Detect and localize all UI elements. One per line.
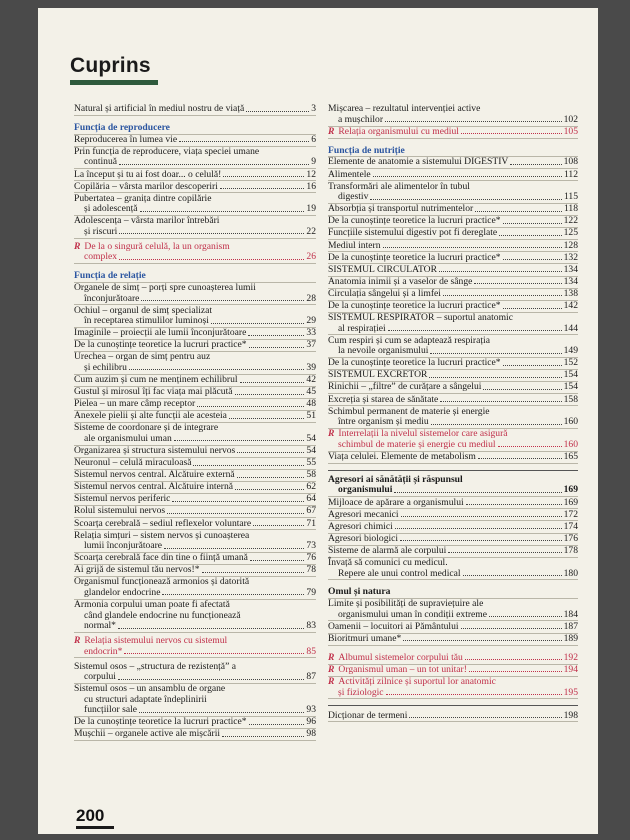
toc-entry[interactable]: Mișcarea – rezultatul intervenției active a mușchilor 102 [328,103,578,125]
toc-entry[interactable]: Cum auzim și cum ne menținem echilibrul 42 [74,374,316,386]
toc-entry[interactable]: Agresori biologici 176 [328,532,578,544]
toc-entry[interactable]: Scoarța cerebrală face din tine o ființă umană 76 [74,552,316,564]
toc-entry-review[interactable]: R Activități zilnice și suportul lor anatomic și fiziologic 195 [328,676,578,698]
toc-entry[interactable]: Dicționar de termeni 198 [328,709,578,721]
toc-entry[interactable]: Oamenii – locuitori ai Pământului 187 [328,620,578,632]
toc-entry[interactable]: Sisteme de coordonare și de integrare ale organismului uman 54 [74,422,316,444]
toc-entry[interactable]: Anatomia inimii și a vaselor de sânge 134 [328,275,578,287]
toc-entry[interactable]: Pubertatea – granița dintre copilărie și adolescență 19 [74,192,316,215]
toc-entry[interactable]: Organele de simț – porți spre cunoașterea lumii înconjurătoare 28 [74,282,316,304]
toc-left-column [74,104,316,741]
toc-entry[interactable]: Adolescența – vârsta marilor întrebări și riscuri 22 [74,215,316,237]
toc-entry[interactable]: La început și tu ai fost doar... o celulă! 12 [74,168,316,180]
toc-entry[interactable]: Gustul și mirosul îți fac viața mai plăcută 45 [74,386,316,398]
toc-entry[interactable]: Ochiul – organul de simț specializat în receptarea stimulilor luminoși 29 [74,304,316,327]
toc-entry[interactable]: Rolul sistemului nervos 67 [74,505,316,517]
toc-entry[interactable]: Sistemul osos – „structura de rezistență” a corpului 87 [74,660,316,683]
toc-entry[interactable]: Bioritmuri umane* 189 [328,632,578,644]
toc-entry[interactable]: Funcțiile sistemului digestiv pot fi dereglate 125 [328,227,578,239]
toc-entry[interactable]: Neuronul – celulă miraculoasă 55 [74,457,316,469]
page-number-underline [76,826,114,829]
section-heading: Funcția de nutriție [328,146,578,158]
toc-entry[interactable]: Organizarea și structura sistemului nervos 54 [74,444,316,456]
toc-entry[interactable]: Circulația sângelui și a limfei 138 [328,287,578,299]
toc-entry[interactable]: Alimentele 112 [328,168,578,180]
section-heading: Omul și natura [328,587,578,599]
toc-entry[interactable]: De la cunoștințe teoretice la lucruri practice* 122 [328,215,578,227]
toc-entry[interactable]: Reproducerea în lumea vie 6 [74,133,316,145]
toc-entry[interactable]: SISTEMUL EXCRETOR 154 [328,369,578,381]
toc-entry[interactable]: De la cunoștințe teoretice la lucruri practice* 132 [328,251,578,263]
toc-entry[interactable]: Rinichii – „filtre” de curățare a sângelui 154 [328,381,578,393]
toc-entry[interactable]: Armonia corpului uman poate fi afectată când glandele endocrine nu funcționează normal* 83 [74,599,316,632]
page-number: 200 [76,806,105,825]
toc-right-column [328,104,578,722]
toc-entry[interactable]: SISTEMUL RESPIRATOR – suportul anatomic al respirației 144 [328,312,578,334]
toc-entry[interactable]: Imaginile – proiecții ale lumii înconjurătoare 33 [74,327,316,339]
toc-entry[interactable]: Transformări ale alimentelor în tubul digestiv 115 [328,180,578,203]
toc-entry[interactable]: Viața celulei. Elemente de metabolism 165 [328,450,578,462]
toc-entry-review[interactable]: R De la o singură celulă, la un organism complex 26 [74,240,316,263]
toc-entry[interactable]: Copilăria – vârsta marilor descoperiri 16 [74,180,316,192]
toc-entry[interactable]: Schimbul permanent de materie și energie între organism și mediu 160 [328,405,578,428]
toc-entry[interactable]: Organismul funcționează armonios și datorită glandelor endocrine 79 [74,576,316,598]
toc-entry[interactable]: Excreția și starea de sănătate 158 [328,393,578,405]
section-heading: Agresori ai sănătății și răspunsul organismului 169 [328,473,578,496]
toc-entry[interactable]: Mușchii – organele active ale mișcării 98 [74,728,316,740]
toc-entry[interactable]: Mijloace de apărare a organismului 169 [328,496,578,508]
toc-entry[interactable]: De la cunoștințe teoretice la lucruri practice* 142 [328,300,578,312]
toc-entry[interactable]: Învață să comunici cu medicul. Repere ale unui control medical 180 [328,557,578,579]
toc-entry[interactable]: Sistemul osos – un ansamblu de organe cu structuri adaptate îndeplinirii funcțiilor sale 93 [74,683,316,716]
section-heading: Funcția de reproducere [74,123,316,135]
toc-entry[interactable]: Pielea – un mare câmp receptor 48 [74,398,316,410]
section-heading: Funcția de relație [74,271,316,283]
section-divider [328,470,578,471]
toc-entry[interactable]: Sistemul nervos central. Alcătuire internă 62 [74,481,316,493]
title-underline [70,80,158,85]
toc-entry[interactable]: Anexele pielii și alte funcții ale acesteia 51 [74,410,316,422]
section-divider [328,705,578,706]
toc-entry[interactable]: Absorbția și transportul nutrimentelor 118 [328,203,578,215]
toc-entry[interactable]: Relația simțuri – sistem nervos și cunoașterea lumii înconjurătoare 73 [74,529,316,552]
toc-entry[interactable]: Limite și posibilități de supraviețuire ale organismului uman în condiții extreme 184 [328,598,578,620]
toc-entry[interactable]: Natural și artificial în mediul nostru de viață 3 [74,103,316,115]
toc-entry[interactable]: Scoarța cerebrală – sediul reflexelor voluntare 71 [74,517,316,529]
toc-entry[interactable]: De la cunoștințe teoretice la lucruri practice* 37 [74,339,316,351]
toc-entry-review[interactable]: R Organismul uman – un tot unitar! 194 [328,663,578,675]
toc-entry[interactable]: Sisteme de alarmă ale corpului 178 [328,544,578,556]
toc-entry[interactable]: Agresori mecanici 172 [328,508,578,520]
toc-entry[interactable]: Urechea – organ de simț pentru auz și echilibru 39 [74,351,316,373]
toc-entry[interactable]: Ai grijă de sistemul tău nervos!* 78 [74,564,316,576]
toc-entry[interactable]: Agresori chimici 174 [328,520,578,532]
page-title: Cuprins [70,54,151,77]
toc-entry[interactable]: Sistemul nervos central. Alcătuire externă 58 [74,469,316,481]
toc-entry[interactable]: Elemente de anatomie a sistemului DIGESTIV 108 [328,156,578,168]
toc-entry[interactable]: Prin funcția de reproducere, viața speciei umane continuă 9 [74,145,316,168]
toc-entry[interactable]: Mediul intern 128 [328,239,578,251]
toc-entry[interactable]: Sistemul nervos periferic 64 [74,493,316,505]
toc-entry[interactable]: De la cunoștințe teoretice la lucruri practice* 96 [74,716,316,728]
toc-entry[interactable]: Cum respiri și cum se adaptează respirația la nevoile organismului 149 [328,334,578,357]
toc-entry[interactable]: SISTEMUL CIRCULATOR 134 [328,263,578,275]
toc-entry[interactable]: De la cunoștințe teoretice la lucruri practice* 152 [328,357,578,369]
toc-entry-review[interactable]: R Relația sistemului nervos cu sistemul endocrin* 85 [74,635,316,657]
book-page [38,8,598,834]
toc-entry-review[interactable]: R Relația organismului cu mediul 105 [328,125,578,137]
toc-entry-review[interactable]: R Interrelații la nivelul sistemelor care asigură schimbul de materie și energie cu mediul 160 [328,428,578,450]
toc-entry-review[interactable]: R Albumul sistemelor corpului tău 192 [328,651,578,663]
